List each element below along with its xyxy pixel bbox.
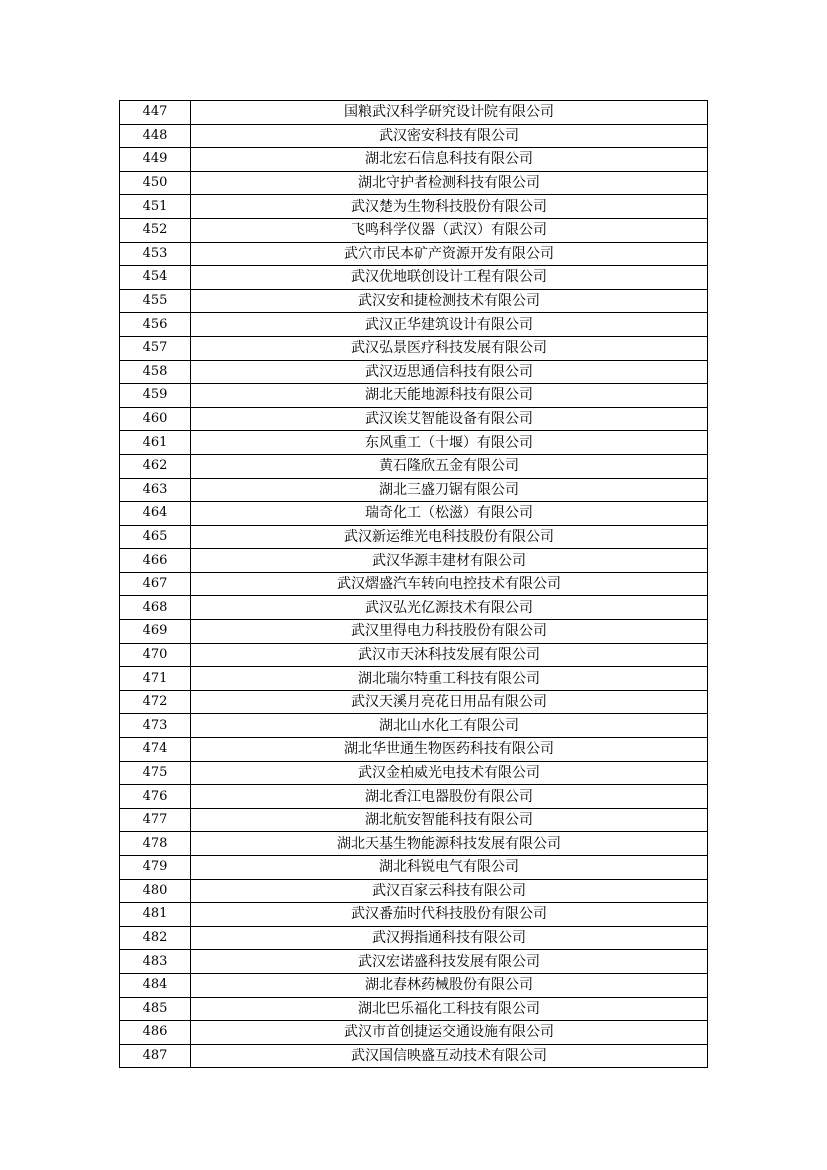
company-name-cell: 武汉正华建筑设计有限公司 [191, 313, 708, 337]
row-number-cell: 460 [120, 407, 191, 431]
table-row [120, 1044, 708, 1068]
row-number-cell: 469 [120, 620, 191, 644]
table-row [120, 714, 708, 738]
company-name-cell: 武汉市首创捷运交通设施有限公司 [191, 1021, 708, 1045]
company-name-cell: 武汉天溪月亮花日用品有限公司 [191, 690, 708, 714]
company-name-cell: 武汉金柏威光电技术有限公司 [191, 761, 708, 785]
row-number-cell: 480 [120, 879, 191, 903]
table-row [120, 879, 708, 903]
table-row [120, 407, 708, 431]
company-name-cell: 武汉安和捷检测技术有限公司 [191, 289, 708, 313]
table-row [120, 101, 708, 125]
row-number-cell: 449 [120, 148, 191, 172]
table-row [120, 549, 708, 573]
company-name-cell: 湖北科锐电气有限公司 [191, 856, 708, 880]
row-number-cell: 458 [120, 360, 191, 384]
company-name-cell: 武汉里得电力科技股份有限公司 [191, 620, 708, 644]
table-row [120, 384, 708, 408]
table-row [120, 926, 708, 950]
table-row [120, 454, 708, 478]
table-row [120, 266, 708, 290]
company-name-cell: 武汉迈思通信科技有限公司 [191, 360, 708, 384]
row-number-cell: 457 [120, 336, 191, 360]
company-name-cell: 湖北宏石信息科技有限公司 [191, 148, 708, 172]
row-number-cell: 477 [120, 808, 191, 832]
row-number-cell: 481 [120, 903, 191, 927]
table-row [120, 124, 708, 148]
table-row [120, 502, 708, 526]
company-name-cell: 武汉楚为生物科技股份有限公司 [191, 195, 708, 219]
row-number-cell: 451 [120, 195, 191, 219]
table-row [120, 643, 708, 667]
row-number-cell: 474 [120, 738, 191, 762]
row-number-cell: 476 [120, 785, 191, 809]
table-row [120, 832, 708, 856]
company-name-cell: 湖北香江电器股份有限公司 [191, 785, 708, 809]
company-name-cell: 湖北守护者检测科技有限公司 [191, 171, 708, 195]
table-row [120, 856, 708, 880]
row-number-cell: 448 [120, 124, 191, 148]
company-name-cell: 武汉华源丰建材有限公司 [191, 549, 708, 573]
table-row [120, 785, 708, 809]
table-row [120, 620, 708, 644]
company-name-cell: 湖北三盛刀锯有限公司 [191, 478, 708, 502]
row-number-cell: 482 [120, 926, 191, 950]
company-name-cell: 武汉弘光亿源技术有限公司 [191, 596, 708, 620]
row-number-cell: 473 [120, 714, 191, 738]
company-name-cell: 武汉诶艾智能设备有限公司 [191, 407, 708, 431]
row-number-cell: 465 [120, 525, 191, 549]
table-row [120, 997, 708, 1021]
company-name-cell: 国粮武汉科学研究设计院有限公司 [191, 101, 708, 125]
company-name-cell: 武汉宏诺盛科技发展有限公司 [191, 950, 708, 974]
company-name-cell: 湖北航安智能科技有限公司 [191, 808, 708, 832]
table-row [120, 289, 708, 313]
table-row [120, 572, 708, 596]
table-row [120, 950, 708, 974]
company-name-cell: 武汉番茄时代科技股份有限公司 [191, 903, 708, 927]
row-number-cell: 468 [120, 596, 191, 620]
table-row [120, 431, 708, 455]
company-name-cell: 武汉熠盛汽车转向电控技术有限公司 [191, 572, 708, 596]
company-name-cell: 东风重工（十堰）有限公司 [191, 431, 708, 455]
row-number-cell: 456 [120, 313, 191, 337]
row-number-cell: 454 [120, 266, 191, 290]
table-row [120, 171, 708, 195]
table-row [120, 525, 708, 549]
company-name-cell: 黄石隆欣五金有限公司 [191, 454, 708, 478]
company-name-cell: 湖北天基生物能源科技发展有限公司 [191, 832, 708, 856]
row-number-cell: 459 [120, 384, 191, 408]
table-row [120, 596, 708, 620]
row-number-cell: 461 [120, 431, 191, 455]
table-row [120, 148, 708, 172]
company-name-cell: 湖北华世通生物医药科技有限公司 [191, 738, 708, 762]
row-number-cell: 487 [120, 1044, 191, 1068]
table-row [120, 360, 708, 384]
table-row [120, 1021, 708, 1045]
row-number-cell: 447 [120, 101, 191, 125]
row-number-cell: 452 [120, 218, 191, 242]
company-name-cell: 飞鸣科学仪器（武汉）有限公司 [191, 218, 708, 242]
company-name-cell: 武汉市天沐科技发展有限公司 [191, 643, 708, 667]
row-number-cell: 455 [120, 289, 191, 313]
company-name-cell: 武汉密安科技有限公司 [191, 124, 708, 148]
table-row [120, 738, 708, 762]
table-row [120, 903, 708, 927]
table-row [120, 667, 708, 691]
row-number-cell: 462 [120, 454, 191, 478]
company-name-cell: 武穴市民本矿产资源开发有限公司 [191, 242, 708, 266]
company-name-cell: 武汉拇指通科技有限公司 [191, 926, 708, 950]
table-row [120, 690, 708, 714]
row-number-cell: 483 [120, 950, 191, 974]
table-row [120, 336, 708, 360]
company-name-cell: 湖北天能地源科技有限公司 [191, 384, 708, 408]
row-number-cell: 467 [120, 572, 191, 596]
row-number-cell: 470 [120, 643, 191, 667]
table-row [120, 218, 708, 242]
company-name-cell: 武汉百家云科技有限公司 [191, 879, 708, 903]
table-row [120, 761, 708, 785]
company-name-cell: 瑞奇化工（松滋）有限公司 [191, 502, 708, 526]
table-row [120, 973, 708, 997]
company-name-cell: 湖北春林药械股份有限公司 [191, 973, 708, 997]
row-number-cell: 472 [120, 690, 191, 714]
row-number-cell: 479 [120, 856, 191, 880]
row-number-cell: 464 [120, 502, 191, 526]
row-number-cell: 475 [120, 761, 191, 785]
company-name-cell: 武汉新运维光电科技股份有限公司 [191, 525, 708, 549]
row-number-cell: 486 [120, 1021, 191, 1045]
table-row [120, 808, 708, 832]
row-number-cell: 466 [120, 549, 191, 573]
row-number-cell: 471 [120, 667, 191, 691]
row-number-cell: 463 [120, 478, 191, 502]
company-name-cell: 武汉优地联创设计工程有限公司 [191, 266, 708, 290]
row-number-cell: 484 [120, 973, 191, 997]
table-body [120, 101, 708, 1068]
company-name-cell: 湖北瑞尔特重工科技有限公司 [191, 667, 708, 691]
table-row [120, 195, 708, 219]
row-number-cell: 485 [120, 997, 191, 1021]
company-name-cell: 武汉国信映盛互动技术有限公司 [191, 1044, 708, 1068]
company-name-cell: 湖北巴乐福化工科技有限公司 [191, 997, 708, 1021]
company-name-cell: 武汉弘景医疗科技发展有限公司 [191, 336, 708, 360]
table-row [120, 313, 708, 337]
row-number-cell: 478 [120, 832, 191, 856]
company-list-table [119, 100, 708, 1068]
table-row [120, 478, 708, 502]
row-number-cell: 453 [120, 242, 191, 266]
row-number-cell: 450 [120, 171, 191, 195]
table-row [120, 242, 708, 266]
company-name-cell: 湖北山水化工有限公司 [191, 714, 708, 738]
